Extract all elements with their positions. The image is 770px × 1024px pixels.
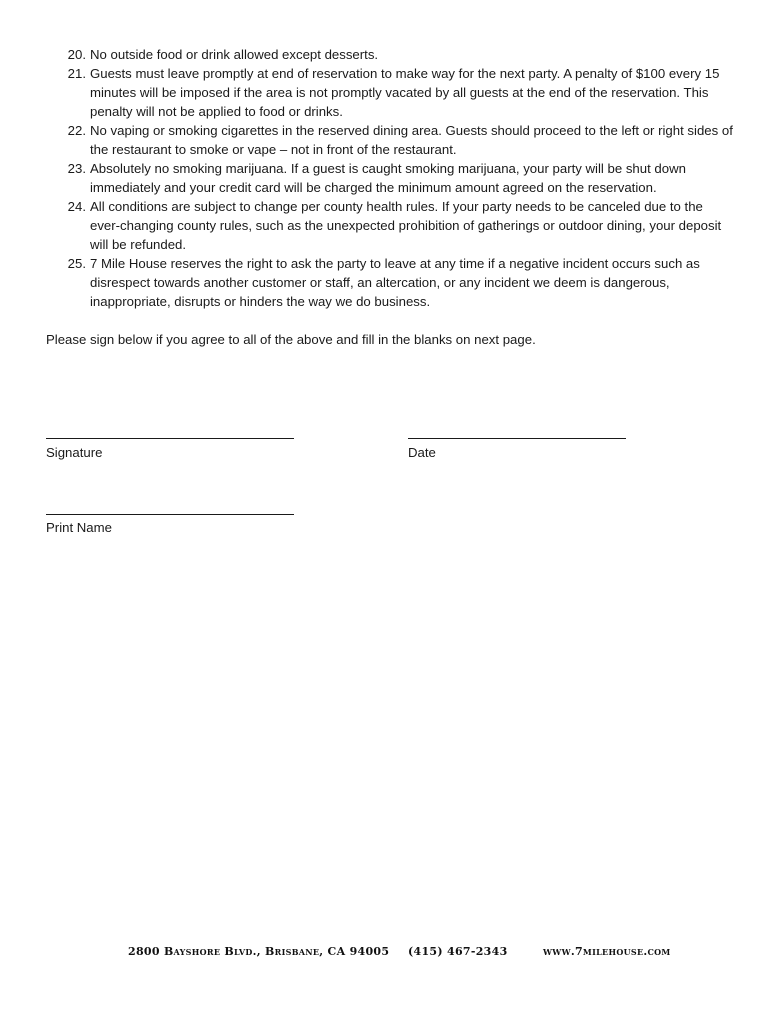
date-line[interactable] — [408, 438, 626, 439]
rule-item — [46, 45, 736, 64]
print-name-line[interactable] — [46, 514, 294, 515]
date-label: Date — [408, 445, 436, 460]
footer-address: 2800 Bayshore Blvd., Brisbane, CA 94005 — [128, 945, 390, 958]
rule-number: 25. — [67, 256, 86, 271]
rule-text: Absolutely no smoking marijuana. If a guest is caught smoking marijuana, your party will be shut down immediately and your credit card will be charged the minimum amount agreed on the reservation. — [90, 161, 686, 195]
rule-number: 22. — [67, 123, 86, 138]
rule-text: No vaping or smoking cigarettes in the reserved dining area. Guests should proceed to the left or right sides of the restaurant to smoke or vape – not in front of the restaurant. — [90, 123, 733, 157]
rule-text: Guests must leave promptly at end of reservation to make way for the next party. A penalty of $100 every 15 minutes will be imposed if the area is not promptly vacated by all guests at the end of the reservation. This penalty will not be applied to food or drinks. — [90, 66, 720, 119]
rule-number: 21. — [67, 66, 86, 81]
print-name-label: Print Name — [46, 520, 112, 535]
rule-item — [46, 121, 736, 159]
rule-number: 20. — [67, 47, 86, 62]
rule-item — [46, 159, 736, 197]
sign-instruction: Please sign below if you agree to all of the above and fill in the blanks on next page. — [46, 332, 536, 347]
rule-number: 24. — [67, 199, 86, 214]
footer-phone: (415) 467-2343 — [408, 945, 508, 958]
rule-text: No outside food or drink allowed except desserts. — [90, 47, 379, 62]
rule-item — [46, 64, 736, 121]
footer-website: www.7milehouse.com — [543, 945, 671, 958]
rule-text: All conditions are subject to change per county health rules. If your party needs to be canceled due to the ever-changing county rules, such as the unexpected prohibition of gatherings or outdoor dining, your deposit will be refunded. — [90, 199, 722, 252]
rules-list — [46, 45, 736, 311]
signature-line[interactable] — [46, 438, 294, 439]
rule-item — [46, 197, 736, 254]
rule-text: 7 Mile House reserves the right to ask the party to leave at any time if a negative incident occurs such as disrespect towards another customer or staff, an altercation, or any incident we deem is dangerous, inappropriate, disrupts or hinders the way we do business. — [90, 256, 700, 309]
signature-label: Signature — [46, 445, 103, 460]
rule-item — [46, 254, 736, 311]
rule-number: 23. — [67, 161, 86, 176]
